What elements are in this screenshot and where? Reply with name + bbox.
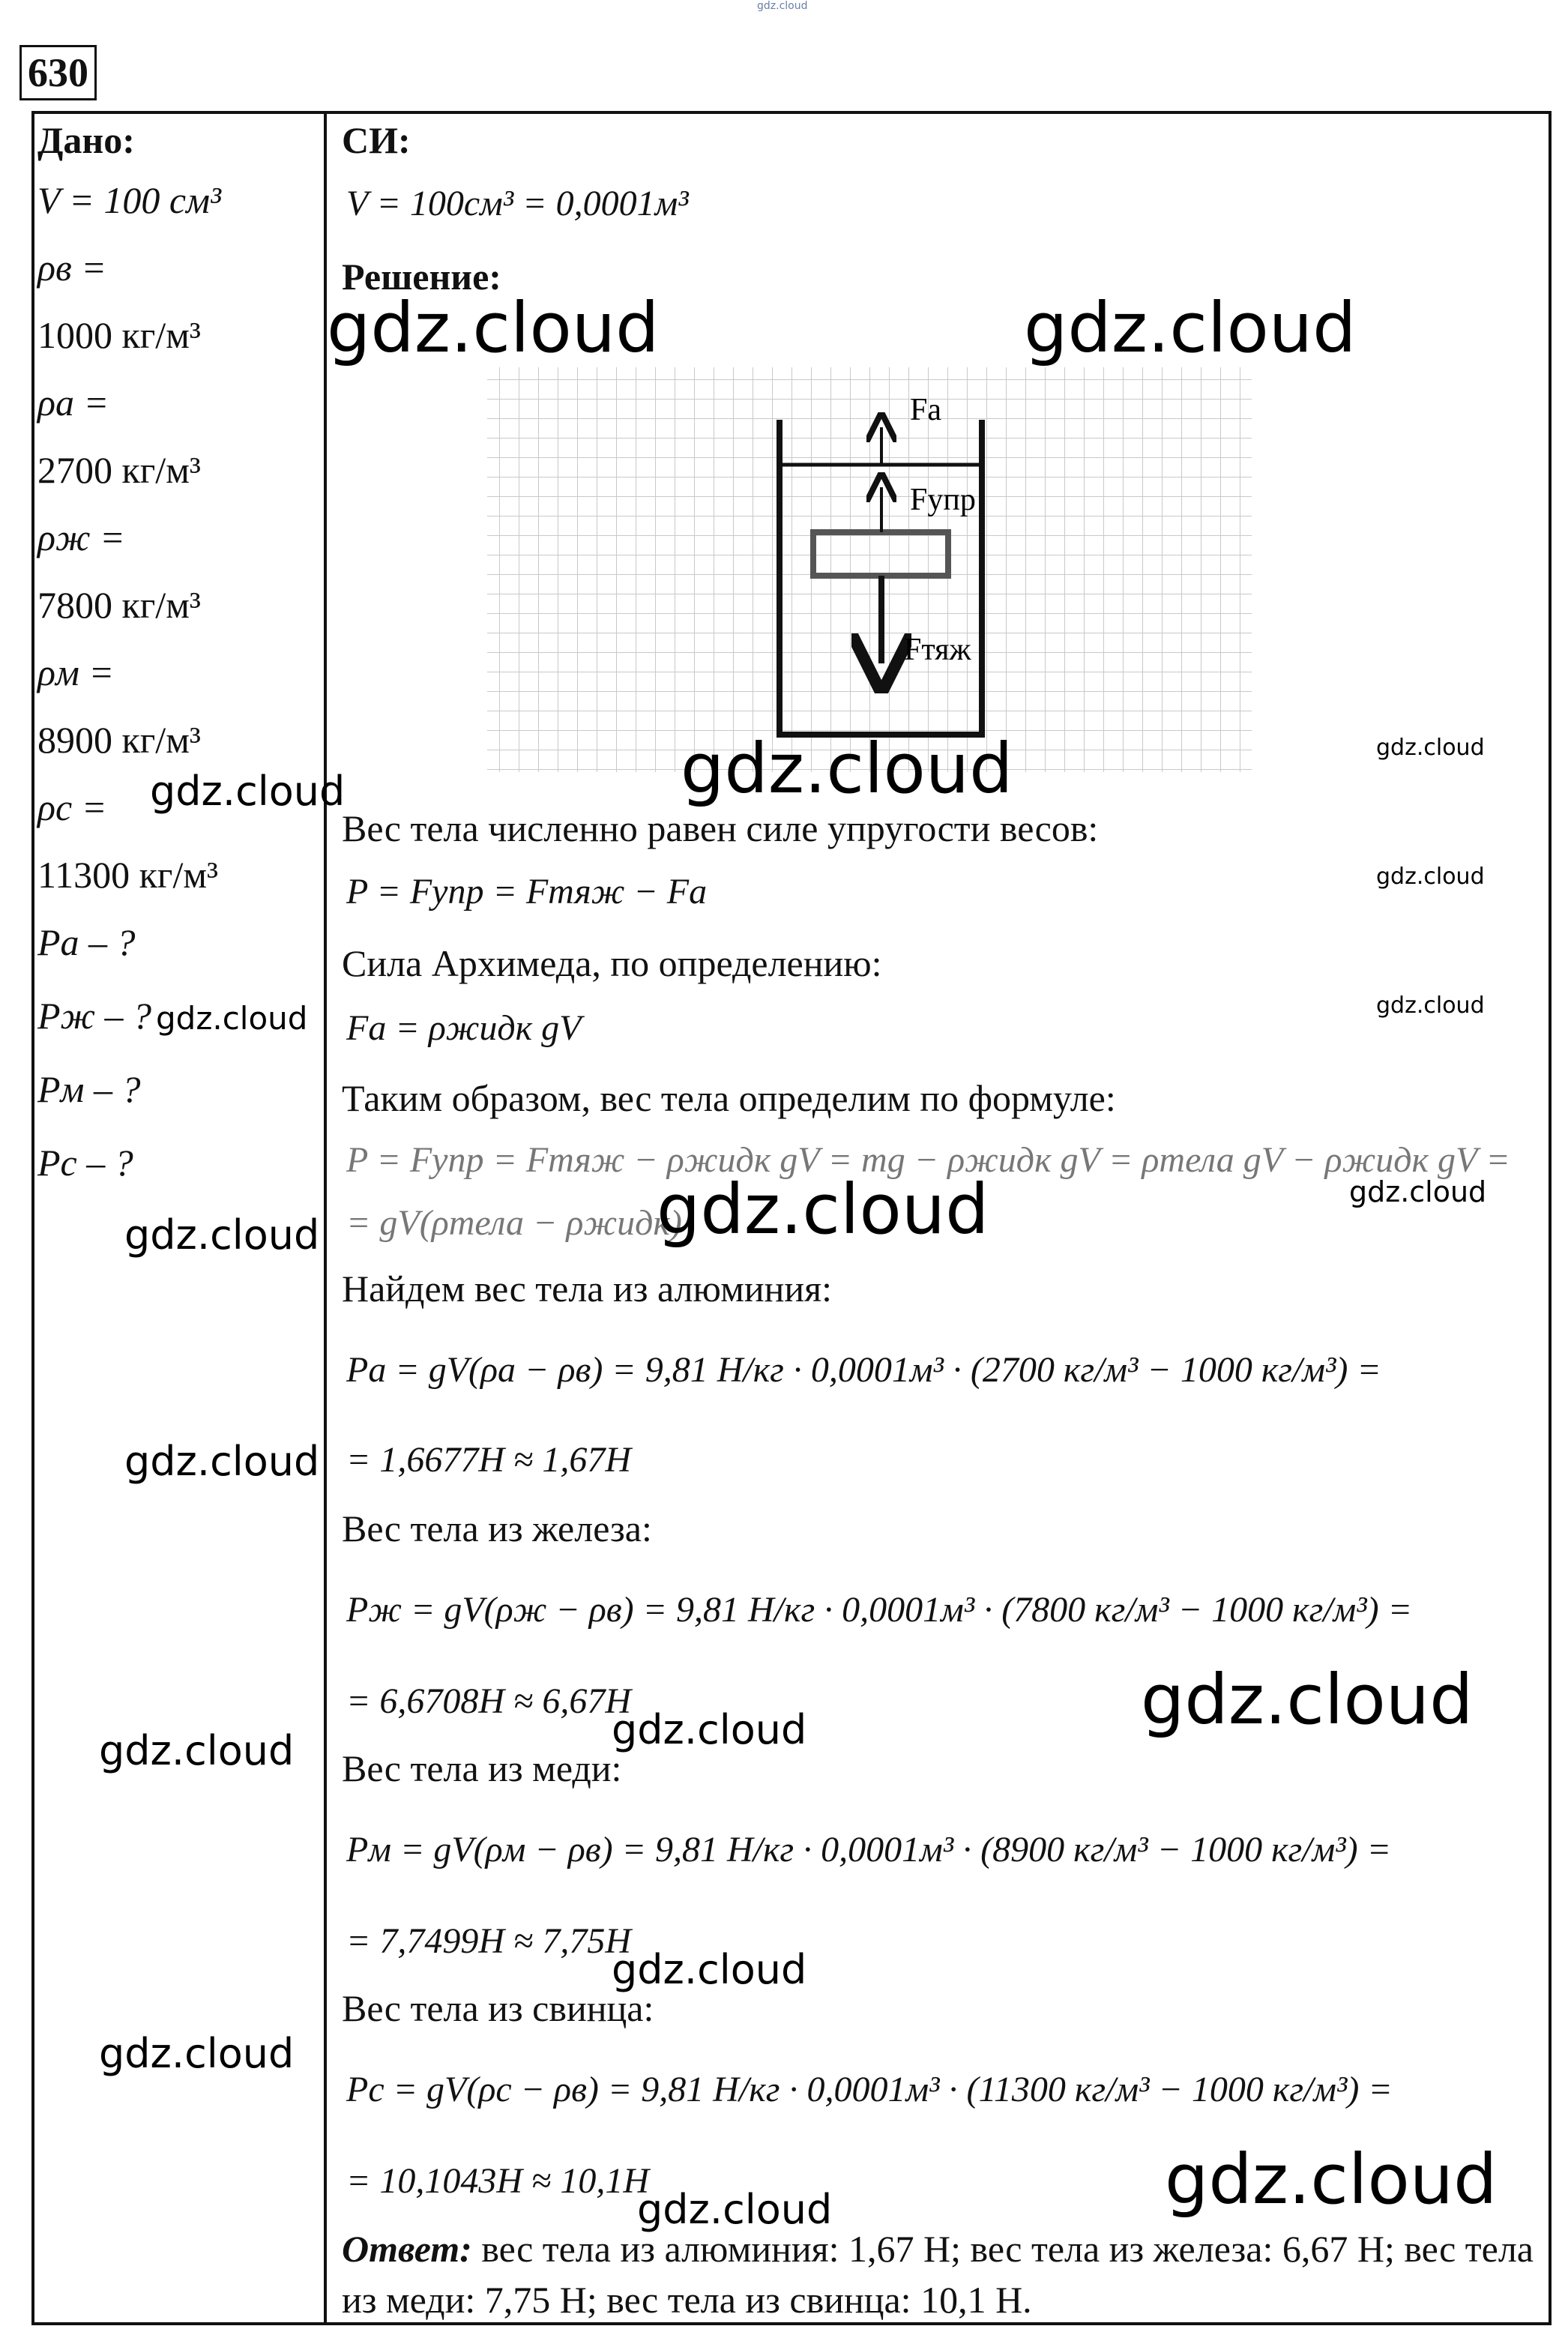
solution-formula: Pж = gV(ρж − ρв) = 9,81 Н/кг · 0,0001м³ · (7800 кг/м³ − 1000 кг/м³) = — [346, 1590, 1413, 1630]
solution-formula: Pа = gV(ρа − ρв) = 9,81 Н/кг · 0,0001м³ · (2700 кг/м³ − 1000 кг/м³) = — [346, 1350, 1381, 1390]
watermark: gdz.cloud — [1376, 735, 1485, 761]
given-item: 8900 кг/м³ — [37, 719, 201, 761]
given-item: 2700 кг/м³ — [37, 449, 201, 491]
watermark: gdz.cloud — [1349, 1175, 1487, 1208]
watermark: gdz.cloud — [637, 2186, 833, 2233]
given-item: ρж = — [37, 516, 125, 558]
given-item: ρс = — [37, 786, 107, 828]
answer-text: вес тела из алюминия: 1,67 Н; вес тела из железа: 6,67 Н; вес тела из меди: 7,75 Н; вес тела из свинца: 10,1 Н. — [342, 2228, 1534, 2321]
solution-text: Вес тела из свинца: — [342, 1987, 654, 2029]
solution-formula: P = Fупр = Fтяж − ρжидк gV = mg − ρжидк gV = ρтела gV − ρжидк gV = — [346, 1140, 1510, 1180]
si-formula: V = 100см³ = 0,0001м³ — [346, 184, 689, 223]
watermark: gdz.cloud — [1165, 2139, 1498, 2220]
given-item: Pс – ? — [37, 1142, 133, 1184]
solution-text: Таким образом, вес тела определим по формуле: — [342, 1077, 1116, 1119]
watermark: gdz.cloud — [99, 2030, 295, 2077]
solution-formula: = gV(ρтела − ρжидк) — [346, 1203, 682, 1243]
given-item: V = 100 см³ — [37, 179, 221, 221]
watermark: gdz.cloud — [612, 1706, 807, 1753]
solution-formula: = 6,6708Н ≈ 6,67Н — [346, 1681, 632, 1721]
watermark: gdz.cloud — [1024, 288, 1357, 368]
solution-formula: Pм = gV(ρм − ρв) = 9,81 Н/кг · 0,0001м³ · (8900 кг/м³ − 1000 кг/м³) = — [346, 1830, 1391, 1870]
watermark: gdz.cloud — [1376, 992, 1485, 1019]
watermark: gdz.cloud — [681, 729, 1013, 809]
solution-text: Найдем вес тела из алюминия: — [342, 1268, 833, 1310]
solution-formula: = 7,7499Н ≈ 7,75Н — [346, 1921, 632, 1961]
solution-formula: = 1,6677Н ≈ 1,67Н — [346, 1440, 632, 1480]
column-divider — [324, 111, 327, 2325]
given-item: Pа – ? — [37, 921, 136, 963]
label-fupr: Fупр — [910, 483, 976, 517]
solution-text: Вес тела из меди: — [342, 1747, 622, 1789]
solution-text: Вес тела численно равен силе упругости весов: — [342, 807, 1099, 849]
solution-heading: Решение: — [342, 256, 501, 298]
given-item: 1000 кг/м³ — [37, 314, 201, 356]
label-fa: Fа — [910, 393, 941, 427]
force-diagram — [480, 360, 1259, 780]
watermark: gdz.cloud — [612, 1946, 807, 1993]
given-heading: Дано: — [37, 119, 135, 161]
site-tag: gdz.cloud — [757, 0, 808, 12]
grid-background — [487, 367, 1252, 772]
watermark: gdz.cloud — [657, 1169, 989, 1250]
given-item: ρа = — [37, 382, 109, 424]
solution-formula: = 10,1043Н ≈ 10,1Н — [346, 2161, 650, 2201]
solution-text: Сила Архимеда, по определению: — [342, 942, 882, 984]
watermark: gdz.cloud — [124, 1211, 320, 1259]
watermark: gdz.cloud — [1376, 864, 1485, 890]
solution-formula: Fа = ρжидк gV — [346, 1008, 582, 1048]
given-item: 7800 кг/м³ — [37, 584, 201, 626]
watermark: gdz.cloud — [99, 1727, 295, 1774]
answer-block — [342, 2223, 1541, 2325]
solution-formula: P = Fупр = Fтяж − Fа — [346, 872, 708, 912]
given-item: 11300 кг/м³ — [37, 854, 218, 896]
si-heading: СИ: — [342, 119, 411, 161]
given-item: ρв = — [37, 247, 106, 289]
watermark: gdz.cloud — [1141, 1660, 1474, 1740]
watermark: gdz.cloud — [327, 288, 660, 368]
watermark: gdz.cloud — [156, 1000, 308, 1037]
problem-number: 630 — [19, 45, 97, 100]
answer-label: Ответ: — [342, 2228, 472, 2270]
watermark: gdz.cloud — [124, 1438, 320, 1485]
label-ftyazh: Fтяж — [904, 633, 971, 667]
given-item: Pм – ? — [37, 1068, 141, 1110]
solution-formula: Pс = gV(ρс − ρв) = 9,81 Н/кг · 0,0001м³ · (11300 кг/м³ − 1000 кг/м³) = — [346, 2070, 1393, 2109]
given-item: ρм = — [37, 651, 115, 693]
watermark: gdz.cloud — [150, 768, 346, 815]
solution-text: Вес тела из железа: — [342, 1507, 652, 1549]
given-item: Pж – ? — [37, 995, 152, 1037]
